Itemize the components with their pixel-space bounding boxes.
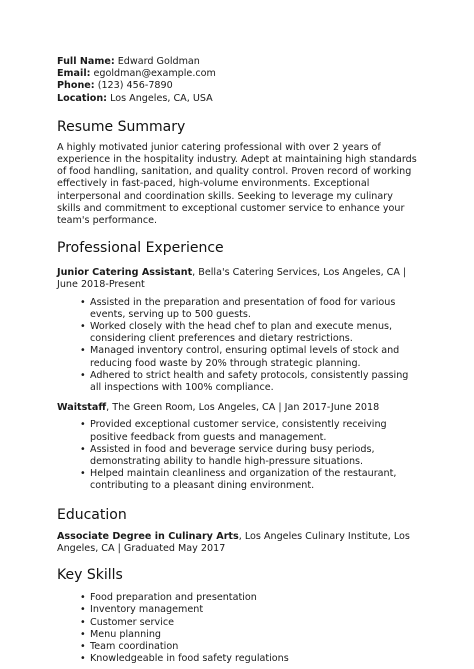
job-details: , Bella's Catering Services, Los Angeles, CA | June 2018-Present <box>57 267 407 291</box>
location-label: Location: <box>57 92 107 104</box>
phone-value: (123) 456-7890 <box>97 80 173 92</box>
contact-location <box>57 93 419 105</box>
list-item: • Worked closely with the head chef to plan and execute menus, considering client preferences and dietary restrictions. <box>80 321 419 345</box>
name-label: Full Name: <box>57 56 115 67</box>
list-item: • Managed inventory control, ensuring optimal levels of stock and reducing food waste by 20% through strategic planning. <box>80 345 419 369</box>
email-value: egoldman@example.com <box>93 68 216 80</box>
location-value: Los Angeles, CA, USA <box>110 92 213 104</box>
degree-title: Associate Degree in Culinary Arts <box>57 530 239 542</box>
experience-heading: Professional Experience <box>57 240 224 257</box>
list-item: • Food preparation and presentation <box>80 592 419 604</box>
skills-heading: Key Skills <box>57 567 123 584</box>
phone-label: Phone: <box>57 80 95 92</box>
resume-page <box>57 56 419 665</box>
contact-name <box>57 56 419 68</box>
list-item: • Helped maintain cleanliness and organization of the restaurant, contributing to a pleasant dining environment. <box>80 468 419 492</box>
job-entry-1 <box>57 267 419 394</box>
job-entry-2 <box>57 402 419 492</box>
job-header <box>57 267 419 291</box>
list-item: • Knowledgeable in food safety regulations <box>80 653 419 665</box>
contact-phone <box>57 80 419 92</box>
email-label: Email: <box>57 68 91 80</box>
list-item: • Customer service <box>80 617 419 629</box>
job-bullets <box>57 297 419 395</box>
job-title: Waitstaff <box>57 402 107 414</box>
contact-block <box>57 56 419 105</box>
degree-details: , Los Angeles Culinary Institute, Los Angeles, CA | Graduated May 2017 <box>57 530 410 554</box>
name-value: Edward Goldman <box>117 56 200 67</box>
contact-email <box>57 68 419 80</box>
list-item: • Team coordination <box>80 641 419 653</box>
job-bullets <box>57 419 419 492</box>
list-item: • Provided exceptional customer service, consistently receiving positive feedback from guests and management. <box>80 419 419 443</box>
skills-list <box>57 592 419 665</box>
education-entry <box>57 531 419 555</box>
list-item: • Assisted in the preparation and presentation of food for various events, serving up to 500 guests. <box>80 297 419 321</box>
job-header <box>57 402 419 414</box>
list-item: • Menu planning <box>80 629 419 641</box>
summary-heading: Resume Summary <box>57 118 186 135</box>
list-item: • Adhered to strict health and safety protocols, consistently passing all inspections with 100% compliance. <box>80 370 419 394</box>
list-item: • Assisted in food and beverage service during busy periods, demonstrating ability to handle high-pressure situations. <box>80 444 419 468</box>
education-heading: Education <box>57 506 127 523</box>
list-item: • Inventory management <box>80 604 419 616</box>
summary-text: A highly motivated junior catering professional with over 2 years of experience in the hospitality industry. Adept at maintaining high standards of food handling, sanitation, and quality control. Proven record of working effectively in fast-paced, high-volume environments. Exceptional interpersonal and coordination skills. Seeking to leverage my culinary skills and commitment to exceptional customer service to enhance your team's performance. <box>57 141 417 227</box>
job-title: Junior Catering Assistant <box>57 267 193 279</box>
job-details: , The Green Room, Los Angeles, CA | Jan 2017-June 2018 <box>106 402 380 414</box>
